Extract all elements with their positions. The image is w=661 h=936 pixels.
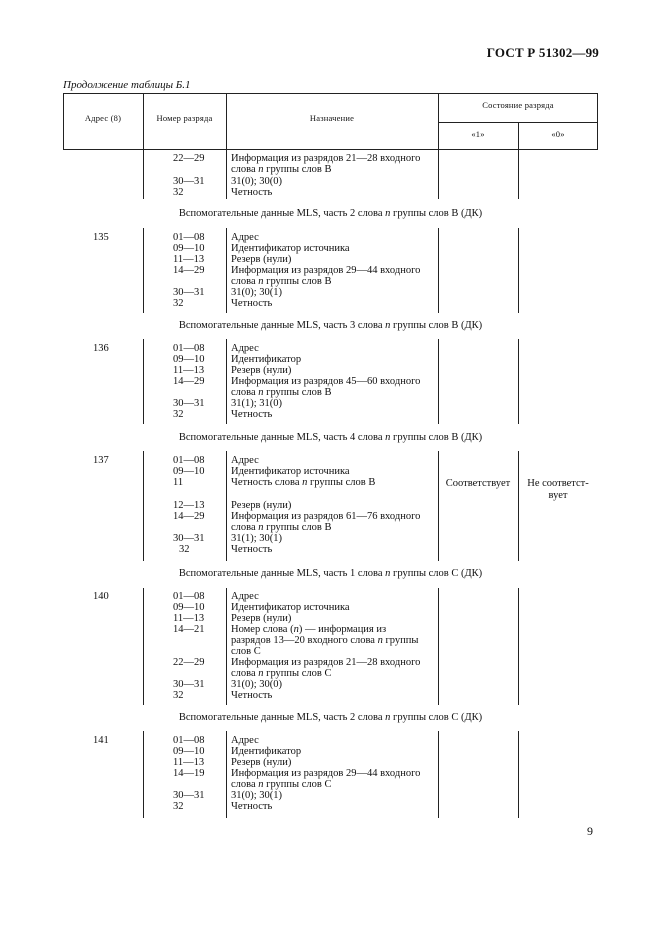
col-header-state-0: «0» <box>551 129 565 139</box>
purpose-text: Резерв (нули) <box>231 254 292 265</box>
purpose-text: 31(0); 30(0) <box>231 679 283 690</box>
purpose-text: Идентификатор источника <box>231 466 350 477</box>
bit-number: 11—13 <box>173 613 205 624</box>
section-title: Вспомогательные данные MLS, часть 2 слова n группы слов C (ДК) <box>178 712 483 723</box>
bit-number: 09—10 <box>173 466 205 477</box>
purpose-text: Информация из разрядов 21—28 входного <box>231 657 421 668</box>
col-header-address: Адрес (8) <box>84 113 122 123</box>
bit-number: 32 <box>173 298 184 309</box>
bit-number: 30—31 <box>173 679 205 690</box>
purpose-text: 31(0); 30(1) <box>231 287 283 298</box>
bit-number: 32 <box>173 187 184 198</box>
address-value: 141 <box>93 735 109 746</box>
purpose-text: Информация из разрядов 61—76 входного <box>231 511 421 522</box>
bit-number: 32 <box>173 690 184 701</box>
purpose-text: Информация из разрядов 29—44 входного <box>231 265 421 276</box>
purpose-text: Четность <box>231 187 273 198</box>
bit-number: 22—29 <box>173 657 205 668</box>
purpose-text: Информация из разрядов 21—28 входного <box>231 153 421 164</box>
bit-number: 11—13 <box>173 254 205 265</box>
purpose-text: Идентификатор <box>231 746 302 757</box>
bit-number: 09—10 <box>173 602 205 613</box>
bit-number: 14—19 <box>173 768 205 779</box>
purpose-text: слова n группы слов B <box>231 522 332 533</box>
bit-number: 01—08 <box>173 455 205 466</box>
purpose-text: Четность <box>231 690 273 701</box>
table-caption: Продолжение таблицы Б.1 <box>63 79 191 91</box>
col-header-state-1: «1» <box>471 129 485 139</box>
bit-number: 30—31 <box>173 398 205 409</box>
purpose-text: Резерв (нули) <box>231 613 292 624</box>
bit-number: 01—08 <box>173 591 205 602</box>
address-value: 136 <box>93 343 109 354</box>
purpose-text: Информация из разрядов 29—44 входного <box>231 768 421 779</box>
purpose-text: слова n группы слов B <box>231 276 332 287</box>
purpose-text: Идентификатор источника <box>231 243 350 254</box>
bit-number: 14—29 <box>173 265 205 276</box>
col-header-state: Состояние разряда <box>482 100 554 110</box>
state-0-value: вует <box>548 490 568 501</box>
purpose-text: 31(0); 30(0) <box>231 176 283 187</box>
bit-number: 30—31 <box>173 176 205 187</box>
purpose-text: Адрес <box>231 455 259 466</box>
purpose-text: 31(1); 31(0) <box>231 398 283 409</box>
purpose-text: Адрес <box>231 232 259 243</box>
bit-number: 14—29 <box>173 376 205 387</box>
purpose-text: слова n группы слов B <box>231 387 332 398</box>
bit-table <box>63 93 598 818</box>
document-header: ГОСТ Р 51302—99 <box>486 45 599 60</box>
bit-number: 30—31 <box>173 790 205 801</box>
bit-number: 32 <box>173 409 184 420</box>
address-value: 140 <box>93 591 109 602</box>
section-title: Вспомогательные данные MLS, часть 2 слова n группы слов B (ДК) <box>178 208 483 219</box>
purpose-text: Четность <box>231 298 273 309</box>
bit-number: 09—10 <box>173 243 205 254</box>
purpose-text: Четность слова n группы слов B <box>231 477 376 488</box>
purpose-text: 31(0); 30(1) <box>231 790 283 801</box>
purpose-text: Информация из разрядов 45—60 входного <box>231 376 421 387</box>
purpose-text: Резерв (нули) <box>231 757 292 768</box>
bit-number: 14—29 <box>173 511 205 522</box>
col-header-bit-number: Номер разряда <box>156 113 213 123</box>
bit-number: 32 <box>173 801 184 812</box>
purpose-text: Адрес <box>231 343 259 354</box>
purpose-text: Четность <box>231 544 273 555</box>
section-title: Вспомогательные данные MLS, часть 3 слова n группы слов B (ДК) <box>178 320 483 331</box>
purpose-text: Адрес <box>231 735 259 746</box>
purpose-text: Четность <box>231 801 273 812</box>
bit-number: 30—31 <box>173 287 205 298</box>
bit-number: 11—13 <box>173 757 205 768</box>
purpose-text: 31(1); 30(1) <box>231 533 283 544</box>
purpose-text: разрядов 13—20 входного слова n группы <box>231 635 419 646</box>
state-1-value: Соответствует <box>445 478 511 489</box>
purpose-text: Номер слова (n) — информация из <box>231 624 387 635</box>
purpose-text: Идентификатор источника <box>231 602 350 613</box>
purpose-text: Четность <box>231 409 273 420</box>
page-number: 9 <box>587 824 593 838</box>
bit-number: 14—21 <box>173 624 205 635</box>
address-value: 137 <box>93 455 109 466</box>
purpose-text: Резерв (нули) <box>231 365 292 376</box>
purpose-text: слова n группы слов C <box>231 668 332 679</box>
bit-number: 12—13 <box>173 500 205 511</box>
address-value: 135 <box>93 232 109 243</box>
bit-number: 11—13 <box>173 365 205 376</box>
purpose-text: Идентификатор <box>231 354 302 365</box>
bit-number: 22—29 <box>173 153 205 164</box>
purpose-text: Резерв (нули) <box>231 500 292 511</box>
bit-number: 09—10 <box>173 746 205 757</box>
bit-number: 30—31 <box>173 533 205 544</box>
bit-number: 32 <box>179 544 190 555</box>
purpose-text: слов C <box>231 646 261 657</box>
purpose-text: Адрес <box>231 591 259 602</box>
bit-number: 01—08 <box>173 232 205 243</box>
section-title: Вспомогательные данные MLS, часть 1 слова n группы слов C (ДК) <box>178 568 483 579</box>
bit-number: 01—08 <box>173 343 205 354</box>
purpose-text: слова n группы слов C <box>231 779 332 790</box>
col-header-purpose: Назначение <box>309 113 355 123</box>
bit-number: 11 <box>173 477 184 488</box>
bit-number: 09—10 <box>173 354 205 365</box>
purpose-text: слова n группы слов B <box>231 164 332 175</box>
bit-number: 01—08 <box>173 735 205 746</box>
state-0-value: Не соответст- <box>527 478 589 489</box>
section-title: Вспомогательные данные MLS, часть 4 слова n группы слов B (ДК) <box>178 432 483 443</box>
